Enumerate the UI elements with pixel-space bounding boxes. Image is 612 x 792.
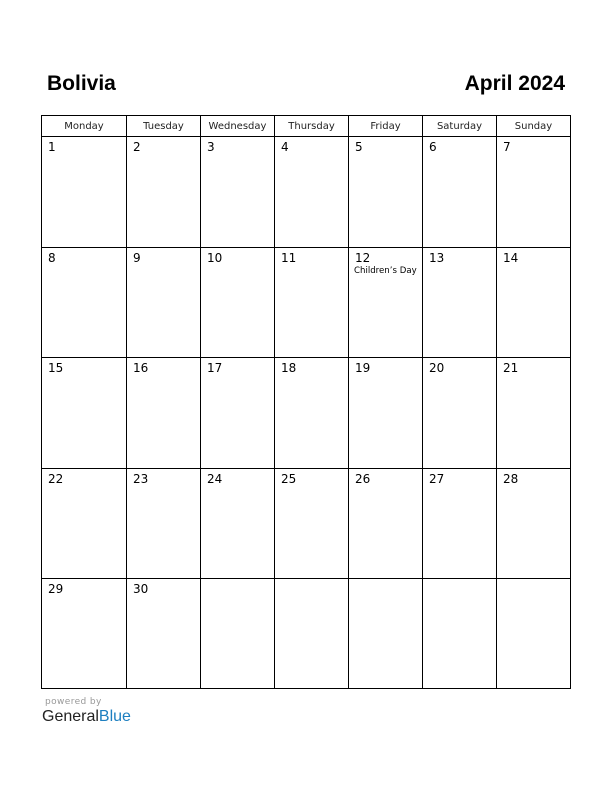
day-number: 23 bbox=[133, 472, 149, 486]
day-cell[interactable] bbox=[275, 358, 349, 469]
day-number: 1 bbox=[48, 140, 56, 154]
day-number: 16 bbox=[133, 361, 149, 375]
day-cell[interactable] bbox=[423, 358, 497, 469]
day-number: 27 bbox=[429, 472, 445, 486]
day-number: 24 bbox=[207, 472, 223, 486]
brand-blue: Blue bbox=[98, 708, 131, 725]
day-number: 26 bbox=[355, 472, 371, 486]
weekday-header: Friday bbox=[349, 116, 423, 137]
day-number: 29 bbox=[48, 582, 64, 596]
day-cell[interactable] bbox=[127, 358, 201, 469]
day-number: 5 bbox=[355, 140, 363, 154]
day-number: 10 bbox=[207, 251, 223, 265]
day-number: 7 bbox=[503, 140, 511, 154]
day-number: 21 bbox=[503, 361, 519, 375]
day-number: 28 bbox=[503, 472, 519, 486]
day-cell[interactable] bbox=[423, 579, 497, 688]
day-number: 13 bbox=[429, 251, 445, 265]
weekday-header: Monday bbox=[42, 116, 127, 137]
generalblue-logo[interactable] bbox=[42, 708, 131, 726]
day-number: 14 bbox=[503, 251, 519, 265]
day-cell[interactable] bbox=[201, 248, 275, 358]
day-number: 15 bbox=[48, 361, 64, 375]
day-cell[interactable] bbox=[127, 248, 201, 358]
day-cell[interactable] bbox=[201, 358, 275, 469]
weekday-header: Saturday bbox=[423, 116, 497, 137]
weekday-header: Wednesday bbox=[201, 116, 275, 137]
day-cell[interactable] bbox=[497, 358, 570, 469]
day-number: 8 bbox=[48, 251, 56, 265]
day-cell[interactable] bbox=[423, 248, 497, 358]
day-number: 17 bbox=[207, 361, 223, 375]
day-cell[interactable] bbox=[497, 137, 570, 248]
day-number: 3 bbox=[207, 140, 215, 154]
day-cell[interactable] bbox=[127, 137, 201, 248]
holiday-label: Children’s Day bbox=[354, 266, 417, 276]
day-number: 25 bbox=[281, 472, 297, 486]
day-number: 9 bbox=[133, 251, 141, 265]
weekday-header: Tuesday bbox=[127, 116, 201, 137]
day-cell[interactable] bbox=[201, 137, 275, 248]
day-cell[interactable] bbox=[349, 469, 423, 579]
day-cell[interactable] bbox=[349, 579, 423, 688]
day-number: 12 bbox=[355, 251, 371, 265]
country-title: Bolivia bbox=[47, 72, 116, 95]
month-title: April 2024 bbox=[464, 72, 565, 95]
day-number: 22 bbox=[48, 472, 64, 486]
day-cell[interactable] bbox=[349, 358, 423, 469]
day-cell[interactable] bbox=[497, 579, 570, 688]
day-cell[interactable] bbox=[42, 137, 127, 248]
day-number: 6 bbox=[429, 140, 437, 154]
day-cell[interactable] bbox=[127, 469, 201, 579]
day-number: 18 bbox=[281, 361, 297, 375]
day-number: 2 bbox=[133, 140, 141, 154]
day-number: 11 bbox=[281, 251, 297, 265]
weekday-header: Sunday bbox=[497, 116, 570, 137]
calendar-grid bbox=[41, 115, 571, 689]
day-cell[interactable] bbox=[423, 137, 497, 248]
day-cell[interactable] bbox=[275, 137, 349, 248]
day-cell[interactable] bbox=[42, 248, 127, 358]
day-number: 4 bbox=[281, 140, 289, 154]
day-cell[interactable] bbox=[42, 469, 127, 579]
day-cell[interactable] bbox=[423, 469, 497, 579]
day-cell[interactable] bbox=[201, 579, 275, 688]
day-cell[interactable] bbox=[275, 469, 349, 579]
brand-general: General bbox=[42, 708, 99, 725]
day-cell[interactable] bbox=[275, 579, 349, 688]
day-cell[interactable] bbox=[497, 248, 570, 358]
day-cell[interactable] bbox=[42, 358, 127, 469]
weekday-header: Thursday bbox=[275, 116, 349, 137]
day-number: 19 bbox=[355, 361, 371, 375]
day-cell[interactable] bbox=[349, 137, 423, 248]
day-cell[interactable] bbox=[349, 248, 423, 358]
day-cell[interactable] bbox=[127, 579, 201, 688]
day-cell[interactable] bbox=[42, 579, 127, 688]
day-cell[interactable] bbox=[275, 248, 349, 358]
day-number: 30 bbox=[133, 582, 149, 596]
day-cell[interactable] bbox=[201, 469, 275, 579]
day-cell[interactable] bbox=[497, 469, 570, 579]
powered-by-label: powered by bbox=[45, 697, 102, 707]
day-number: 20 bbox=[429, 361, 445, 375]
